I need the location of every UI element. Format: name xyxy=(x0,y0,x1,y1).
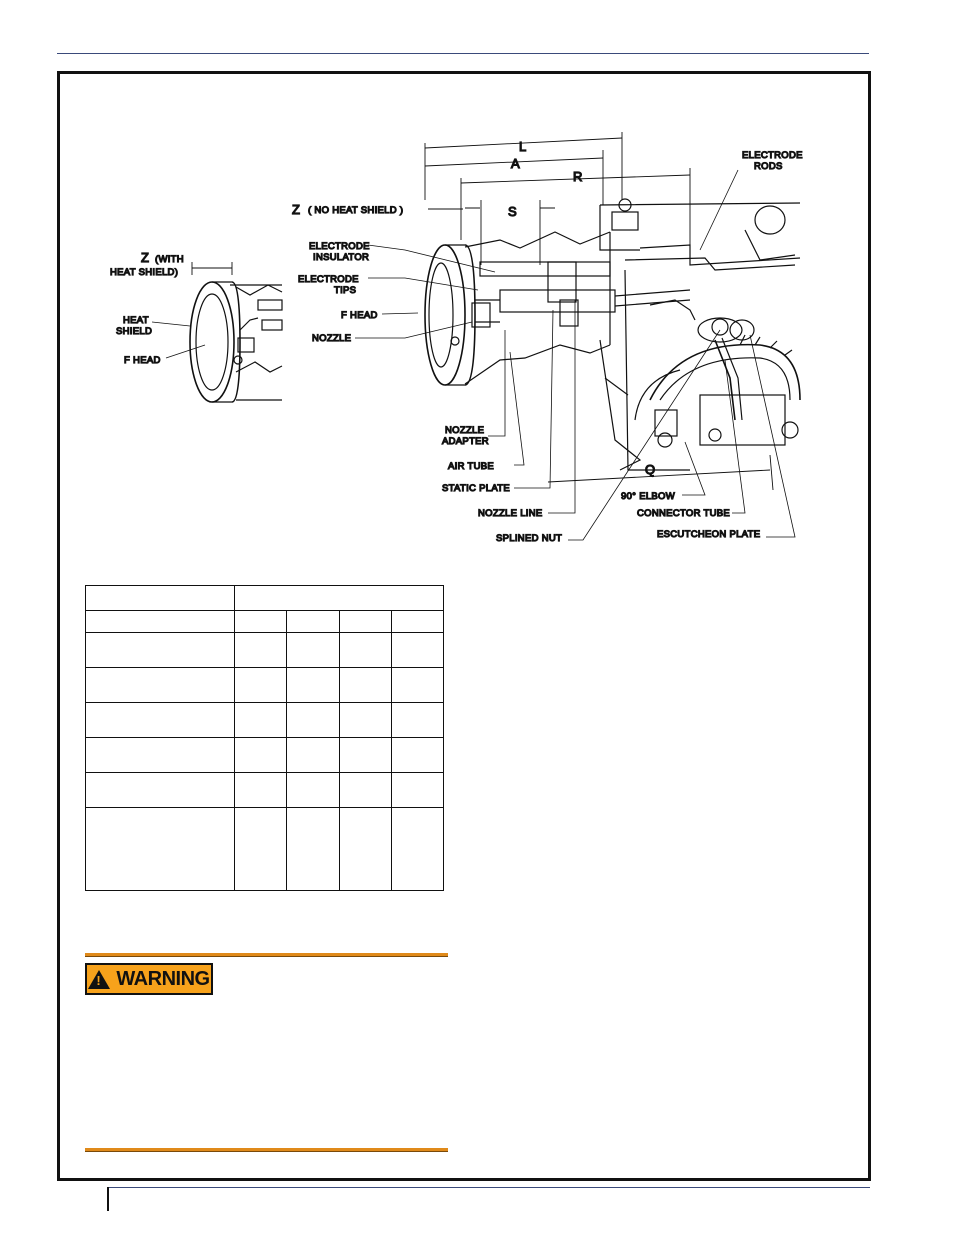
table-cell xyxy=(235,738,287,773)
table-cell xyxy=(391,703,443,738)
label-z-with-paren: (WITH xyxy=(155,254,184,265)
callout-nozzle: NOZZLE xyxy=(312,333,352,344)
table-cell xyxy=(86,633,235,668)
table-cell xyxy=(86,703,235,738)
table-cell xyxy=(86,808,235,891)
table-row xyxy=(86,586,444,611)
label-heat: HEAT xyxy=(123,315,149,326)
warning-label: WARNING xyxy=(116,967,210,990)
table-cell xyxy=(235,808,287,891)
dim-Z-no-shield: Z xyxy=(292,202,300,217)
table-cell xyxy=(391,668,443,703)
callout-electrode-insulator-1: ELECTRODE xyxy=(309,241,370,252)
callout-electrode-rods-2: RODS xyxy=(754,161,783,172)
table-cell xyxy=(287,773,339,808)
warning-bottom-bar xyxy=(85,1148,448,1152)
label-shield: SHIELD xyxy=(116,326,153,337)
table-row xyxy=(86,808,444,891)
warning-triangle-icon xyxy=(88,970,110,989)
table-cell xyxy=(339,611,391,633)
table-cell xyxy=(86,668,235,703)
table-cell xyxy=(287,703,339,738)
table-cell xyxy=(287,808,339,891)
dim-A: A xyxy=(511,156,520,171)
warning-exclamation: ! xyxy=(96,972,101,988)
warning-top-bar xyxy=(85,953,448,957)
callout-f-head: F HEAD xyxy=(341,310,378,321)
callout-escutcheon-plate: ESCUTCHEON PLATE xyxy=(657,529,761,540)
table-cell xyxy=(235,773,287,808)
table-cell xyxy=(391,611,443,633)
table-cell xyxy=(391,633,443,668)
table-cell xyxy=(235,633,287,668)
callout-nozzle-line: NOZZLE LINE xyxy=(478,508,543,519)
table-row xyxy=(86,633,444,668)
table-cell xyxy=(391,808,443,891)
callout-connector-tube: CONNECTOR TUBE xyxy=(637,508,731,519)
table-cell xyxy=(86,738,235,773)
callout-nozzle-adapter-2: ADAPTER xyxy=(442,436,489,447)
table-cell xyxy=(339,703,391,738)
callout-90-elbow: 90° ELBOW xyxy=(621,491,676,502)
label-f-head-inset: F HEAD xyxy=(124,355,161,366)
warning-badge xyxy=(85,963,213,995)
label-heat-shield-paren: HEAT SHIELD) xyxy=(110,267,179,278)
table-cell xyxy=(339,808,391,891)
footer-rule xyxy=(107,1187,870,1188)
table-cell xyxy=(287,668,339,703)
dim-L: L xyxy=(519,139,527,154)
callout-electrode-rods-1: ELECTRODE xyxy=(742,150,803,161)
table-row xyxy=(86,738,444,773)
table-cell xyxy=(339,738,391,773)
callout-nozzle-adapter-1: NOZZLE xyxy=(445,425,485,436)
label-z-with: Z xyxy=(141,250,149,265)
table-row xyxy=(86,773,444,808)
table-cell xyxy=(339,668,391,703)
table-cell xyxy=(391,738,443,773)
table-cell xyxy=(235,668,287,703)
table-cell xyxy=(235,703,287,738)
callout-air-tube: AIR TUBE xyxy=(448,461,495,472)
dim-S: S xyxy=(508,204,517,219)
table-cell xyxy=(391,773,443,808)
table-cell xyxy=(86,773,235,808)
dim-R: R xyxy=(573,169,583,184)
table-cell xyxy=(287,738,339,773)
footer-tick xyxy=(107,1187,109,1211)
table-row xyxy=(86,703,444,738)
callout-electrode-tips-2: TIPS xyxy=(334,285,357,296)
table-cell xyxy=(86,586,235,611)
callout-static-plate: STATIC PLATE xyxy=(442,483,510,494)
callout-splined-nut: SPLINED NUT xyxy=(496,533,563,544)
table-cell xyxy=(86,611,235,633)
dimensions-table xyxy=(85,585,444,891)
table-cell xyxy=(235,586,444,611)
table-cell xyxy=(339,773,391,808)
table-cell xyxy=(287,633,339,668)
table-cell xyxy=(287,611,339,633)
table-row xyxy=(86,668,444,703)
table-cell xyxy=(235,611,287,633)
dim-no-heat-shield: ( NO HEAT SHIELD ) xyxy=(308,205,404,216)
dim-Q: Q xyxy=(645,462,656,477)
callout-electrode-insulator-2: INSULATOR xyxy=(313,252,370,263)
left-inset-drawing xyxy=(152,262,282,402)
callout-electrode-tips-1: ELECTRODE xyxy=(298,274,359,285)
table-row xyxy=(86,611,444,633)
table-cell xyxy=(339,633,391,668)
